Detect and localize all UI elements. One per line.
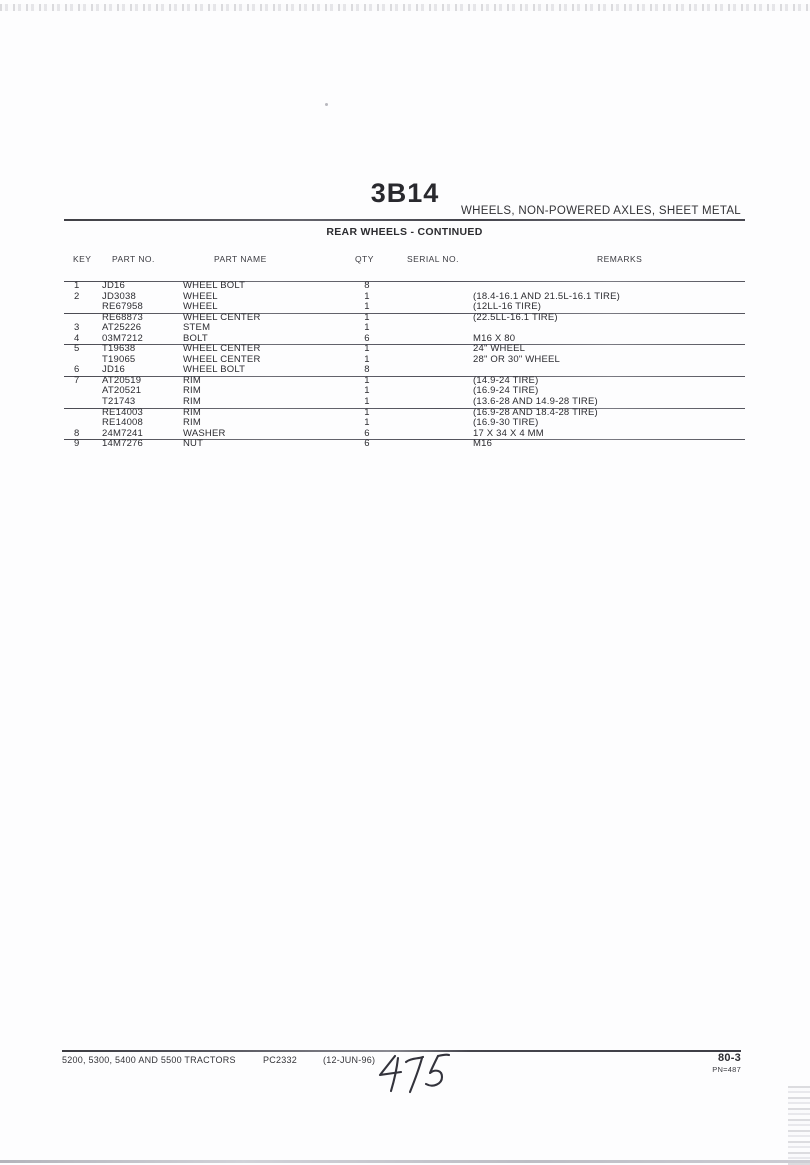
column-header-qty: QTY	[355, 254, 374, 264]
table-row	[64, 429, 745, 440]
cell-part-name: RIM	[183, 417, 202, 429]
cell-remarks: (18.4-16.1 AND 21.5L-16.1 TIRE)	[473, 290, 621, 302]
footer-page-number: 80-3	[717, 1052, 741, 1064]
cell-part-name: WASHER	[183, 427, 226, 439]
scan-speck	[325, 103, 328, 106]
table-row	[64, 344, 745, 355]
page-subtitle: REAR WHEELS - CONTINUED	[326, 226, 483, 238]
cell-part-no: T21743	[102, 396, 136, 408]
cell-qty: 1	[364, 396, 370, 408]
cell-qty: 6	[364, 438, 370, 450]
cell-part-no: 03M7212	[102, 332, 144, 344]
table-row	[64, 397, 745, 408]
cell-qty: 6	[364, 332, 370, 344]
cell-qty: 1	[364, 290, 370, 302]
table-row	[64, 376, 745, 387]
cell-remarks: 28" OR 30" WHEEL	[473, 353, 561, 365]
cell-qty: 1	[364, 353, 370, 365]
cell-remarks: (22.5LL-16.1 TIRE)	[473, 311, 558, 323]
cell-key: 6	[74, 364, 80, 376]
table-row	[64, 323, 745, 334]
cell-part-name: RIM	[183, 396, 202, 408]
footer-catalog: PC2332	[263, 1055, 298, 1065]
cell-part-no: RE68873	[102, 311, 144, 323]
cell-part-no: RE67958	[102, 301, 144, 313]
table-row	[64, 281, 745, 292]
cell-key: 9	[74, 438, 80, 450]
footer-pn: PN=487	[712, 1065, 741, 1074]
cell-part-name: RIM	[183, 374, 202, 386]
column-header-remarks: REMARKS	[597, 254, 643, 264]
header-rule	[64, 219, 745, 221]
table-row	[64, 365, 745, 376]
column-header-part-no: PART NO.	[112, 254, 155, 264]
cell-part-no: T19065	[102, 353, 136, 365]
cell-qty: 8	[364, 280, 370, 291]
cell-part-no: AT20521	[102, 385, 142, 397]
section-title: WHEELS, NON-POWERED AXLES, SHEET METAL	[460, 205, 741, 217]
cell-remarks: (16.9-30 TIRE)	[473, 417, 539, 429]
cell-part-no: RE14003	[102, 406, 144, 418]
table-row	[64, 292, 745, 303]
cell-part-name: WHEEL BOLT	[183, 364, 246, 376]
cell-qty: 1	[364, 417, 370, 429]
cell-key: 1	[74, 280, 80, 291]
column-header-part-name: PART NAME	[214, 254, 267, 264]
scan-noise-bottom-edge	[0, 1160, 810, 1163]
column-header-serial-no: SERIAL NO.	[407, 254, 459, 264]
cell-part-no: AT20519	[102, 374, 142, 386]
table-row	[64, 302, 745, 313]
cell-part-no: 24M7241	[102, 427, 144, 439]
table-row	[64, 439, 745, 450]
cell-part-no: JD3038	[102, 290, 136, 302]
cell-qty: 1	[364, 406, 370, 418]
cell-remarks: (14.9-24 TIRE)	[473, 374, 539, 386]
cell-remarks: (13.6-28 AND 14.9-28 TIRE)	[473, 396, 598, 408]
table-row	[64, 313, 745, 324]
scan-noise-bottom-right-corner	[788, 1086, 810, 1165]
cell-remarks: M16	[473, 438, 493, 450]
cell-remarks: (16.9-24 TIRE)	[473, 385, 539, 397]
cell-part-no: T19638	[102, 343, 136, 355]
cell-part-name: RIM	[183, 385, 202, 397]
cell-remarks: 17 X 34 X 4 MM	[473, 427, 544, 439]
cell-remarks: (12LL-16 TIRE)	[473, 301, 542, 313]
cell-part-no: 14M7276	[102, 438, 144, 450]
cell-part-name: WHEEL BOLT	[183, 280, 246, 291]
handwritten-page-number-475	[376, 1049, 454, 1097]
section-code: 3B14	[370, 178, 440, 208]
cell-qty: 1	[364, 374, 370, 386]
cell-remarks: 24" WHEEL	[473, 343, 526, 355]
cell-key: 5	[74, 343, 80, 355]
cell-qty: 6	[364, 427, 370, 439]
cell-part-name: WHEEL CENTER	[183, 343, 261, 355]
cell-qty: 1	[364, 343, 370, 355]
scan-noise-top-edge	[0, 4, 810, 11]
cell-part-name: BOLT	[183, 332, 208, 344]
cell-qty: 1	[364, 311, 370, 323]
cell-remarks: M16 X 80	[473, 332, 516, 344]
table-row	[64, 408, 745, 419]
table-row	[64, 355, 745, 366]
cell-part-name: WHEEL	[183, 301, 218, 313]
cell-part-no: AT25226	[102, 322, 142, 334]
cell-qty: 8	[364, 364, 370, 376]
column-header-key: KEY	[73, 254, 92, 264]
cell-part-no: JD16	[102, 364, 125, 376]
cell-qty: 1	[364, 322, 370, 334]
footer-models: 5200, 5300, 5400 AND 5500 TRACTORS	[62, 1055, 236, 1065]
footer-date: (12-JUN-96)	[323, 1055, 376, 1065]
cell-key: 2	[74, 290, 80, 302]
cell-part-no: JD16	[102, 280, 125, 291]
cell-part-name: NUT	[183, 438, 204, 450]
cell-part-name: RIM	[183, 406, 202, 418]
cell-key: 7	[74, 374, 80, 386]
cell-remarks: (16.9-28 AND 18.4-28 TIRE)	[473, 406, 598, 418]
cell-part-name: WHEEL	[183, 290, 218, 302]
table-row	[64, 386, 745, 397]
table-row	[64, 334, 745, 345]
parts-table	[64, 281, 745, 450]
cell-part-name: WHEEL CENTER	[183, 311, 261, 323]
cell-part-name: WHEEL CENTER	[183, 353, 261, 365]
cell-part-name: STEM	[183, 322, 211, 334]
cell-key: 8	[74, 427, 80, 439]
cell-key: 3	[74, 322, 80, 334]
table-row	[64, 418, 745, 429]
cell-qty: 1	[364, 385, 370, 397]
cell-qty: 1	[364, 301, 370, 313]
cell-key: 4	[74, 332, 80, 344]
cell-part-no: RE14008	[102, 417, 144, 429]
